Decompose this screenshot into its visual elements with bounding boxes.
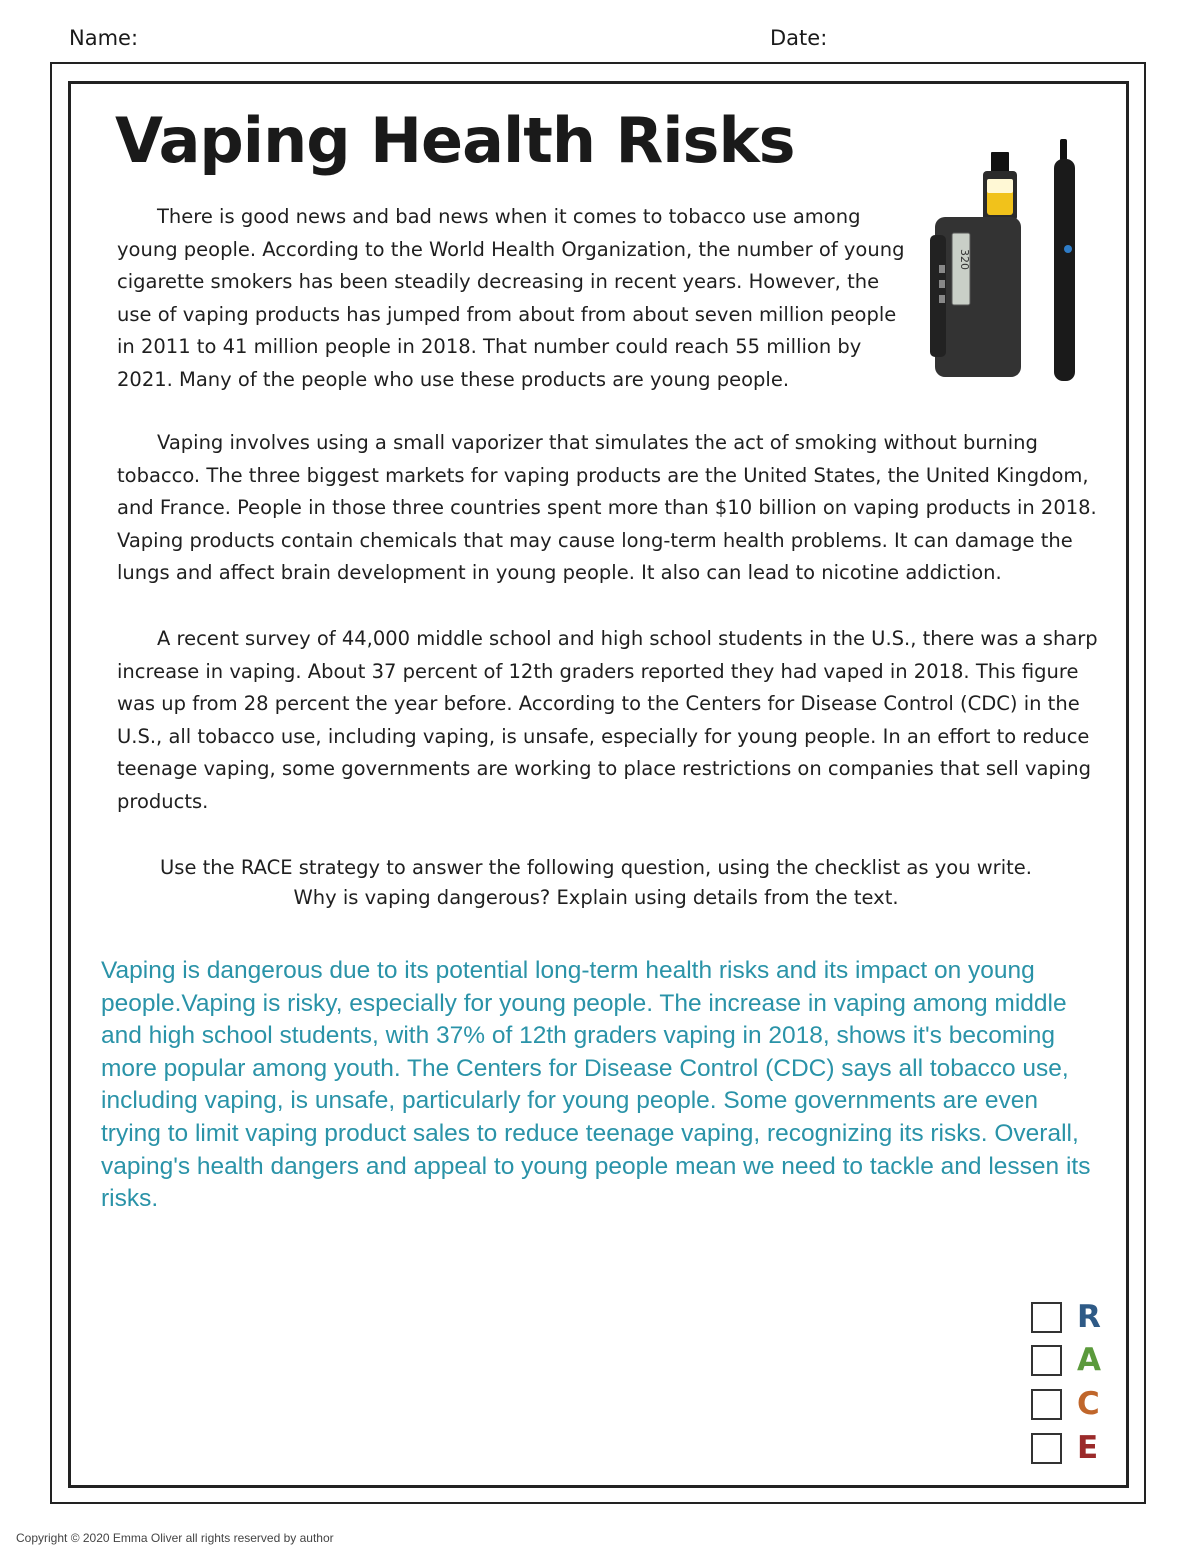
vape-device-illustration (925, 135, 1095, 390)
vape-pen-icon (1054, 139, 1075, 381)
race-letter-a: A (1077, 1342, 1101, 1378)
race-letter-r: R (1077, 1299, 1101, 1335)
paragraph-2: Vaping involves using a small vaporizer that simulates the act of smoking without burning tobacco. The three biggest markets for vaping products are the United States, the United Kingdom, and France. People in those three countries spent more than $10 billion on vaping products in 2018. Vaping products contain chemicals that may cause long-term health problems. It can damage the lungs and affect brain development in young people. It also can lead to nicotine addiction. (117, 431, 1097, 584)
race-checkbox-a[interactable] (1031, 1345, 1062, 1376)
race-checkbox-e[interactable] (1031, 1433, 1062, 1464)
paragraph-3: A recent survey of 44,000 middle school and high school students in the U.S., there was a sharp increase in vaping. About 37 percent of 12th graders reported they had vaped in 2018. This figure was up from 28 percent the year before. According to the Centers for Disease Control (CDC) in the U.S., all tobacco use, including vaping, is unsafe, especially for young people. In an effort to reduce teenage vaping, some governments are working to place restrictions on companies that sell vaping products. (117, 627, 1098, 813)
race-letter-e: E (1077, 1430, 1099, 1466)
question-text: Why is vaping dangerous? Explain using details from the text. (293, 886, 899, 909)
copyright-text: Copyright © 2020 Emma Oliver all rights reserved by author (16, 1531, 334, 1545)
race-checkbox-c[interactable] (1031, 1389, 1062, 1420)
race-checkbox-r[interactable] (1031, 1302, 1062, 1333)
name-label: Name: (69, 26, 139, 50)
race-letter-c: C (1077, 1386, 1100, 1422)
instruction-text: Use the RACE strategy to answer the following question, using the checklist as you write. (160, 856, 1032, 879)
paragraph-1: There is good news and bad news when it comes to tobacco use among young people. According to the World Health Organization, the number of young cigarette smokers has been steadily decreasing in recent years. However, the use of vaping products has jumped from about from about seven million people in 2011 to 41 million people in 2018. That number could reach 55 million by 2021. Many of the people who use these products are young people. (117, 205, 905, 391)
box-mod-icon (930, 152, 1021, 377)
date-label: Date: (770, 26, 828, 50)
page-title: Vaping Health Risks (115, 104, 795, 177)
student-answer[interactable]: Vaping is dangerous due to its potential long-term health risks and its impact on young people.Vaping is risky, especially for young people. The increase in vaping among middle and high school students, with 37% of 12th graders vaping in 2018, shows it's becoming more popular among youth. The Centers for Disease Control (CDC) says all tobacco use, including vaping, is unsafe, particularly for young people. Some governments are even trying to limit vaping product sales to reduce teenage vaping, recognizing its risks. Overall, vaping's health dangers and appeal to young people mean we need to tackle and lessen its risks. (101, 957, 1091, 1213)
device-screen-text: 320 (958, 249, 971, 270)
